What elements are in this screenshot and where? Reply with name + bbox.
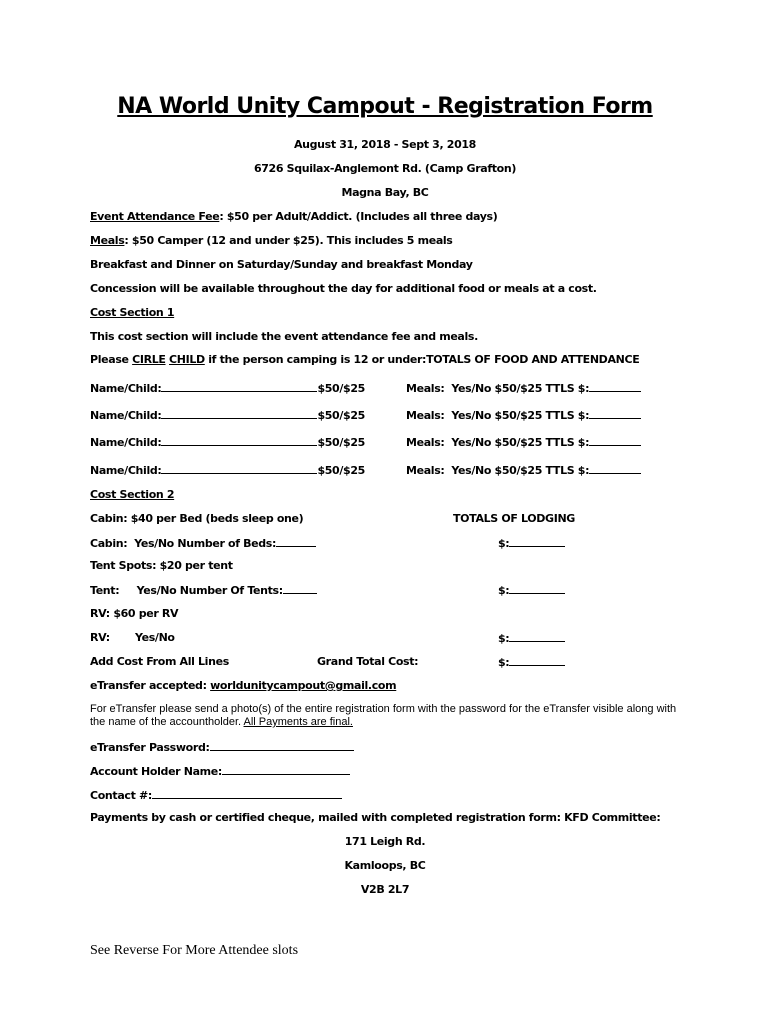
beds-count-field[interactable] bbox=[276, 536, 316, 547]
totals-of-lodging: TOTALS OF LODGING bbox=[453, 512, 575, 525]
meals-fee-text: : $50 Camper (12 and under $25). This includes 5 meals bbox=[124, 234, 453, 247]
cost-section-1-heading: Cost Section 1 bbox=[90, 306, 175, 319]
etransfer-line bbox=[90, 679, 396, 692]
tent-line bbox=[90, 583, 317, 597]
password-field[interactable] bbox=[210, 740, 354, 751]
attendance-price: $50/$25 bbox=[317, 382, 365, 395]
attendance-fee-text: : $50 per Adult/Addict. (Includes all three days) bbox=[219, 210, 498, 223]
password-line: eTransfer Password: bbox=[90, 740, 354, 754]
meals-choice[interactable]: Meals: Yes/No $50/$25 TTLS $: bbox=[406, 463, 641, 477]
name-child-label: Name/Child: $50/$25 bbox=[90, 382, 365, 395]
cabin-options[interactable]: Yes/No Number of Beds: bbox=[134, 537, 277, 550]
contact-line: Contact #: bbox=[90, 788, 342, 802]
cabin-total: $: bbox=[498, 536, 565, 550]
meals-choice[interactable]: Meals: Yes/No $50/$25 TTLS $: bbox=[406, 408, 641, 422]
cost-section-1-instruction bbox=[90, 353, 639, 366]
payments-final-note: All Payments are final. bbox=[243, 716, 353, 728]
tent-options[interactable]: Yes/No Number Of Tents: bbox=[136, 584, 283, 597]
instruction-rest: if the person camping is 12 or under:TOTALS OF FOOD AND ATTENDANCE bbox=[204, 353, 640, 366]
cost-section-1-intro: This cost section will include the event attendance fee and meals. bbox=[90, 330, 478, 343]
name-child-label: Name/Child: $50/$25 bbox=[90, 436, 365, 449]
instruction-circle: CIRLE bbox=[132, 353, 166, 366]
rv-price: RV: $60 per RV bbox=[90, 607, 179, 620]
rv-total: $: bbox=[498, 631, 565, 645]
name-child-field[interactable] bbox=[161, 463, 317, 474]
mail-street: 171 Leigh Rd. bbox=[344, 835, 426, 848]
attendance-price: $50/$25 bbox=[317, 409, 365, 422]
attendance-price: $50/$25 bbox=[317, 464, 365, 477]
mail-postal: V2B 2L7 bbox=[360, 883, 410, 896]
name-child-label: Name/Child: $50/$25 bbox=[90, 464, 365, 477]
holder-line: Account Holder Name: bbox=[90, 764, 350, 778]
concession-note: Concession will be available throughout the day for additional food or meals at a cost. bbox=[90, 282, 597, 295]
instruction-child: CHILD bbox=[169, 353, 205, 366]
tent-total: $: bbox=[498, 583, 565, 597]
tent-label: Tent: bbox=[90, 584, 120, 597]
tent-price: Tent Spots: $20 per tent bbox=[90, 559, 233, 572]
name-child-field[interactable] bbox=[161, 408, 317, 419]
meals-fee-line bbox=[90, 234, 453, 247]
attendance-fee-label: Event Attendance Fee bbox=[90, 210, 220, 223]
meals-choice[interactable]: Meals: Yes/No $50/$25 TTLS $: bbox=[406, 435, 641, 449]
instruction-prefix: Please bbox=[90, 353, 133, 366]
contact-field[interactable] bbox=[152, 788, 342, 799]
grand-total-field[interactable] bbox=[509, 655, 565, 666]
add-cost-note: Add Cost From All Lines bbox=[90, 655, 229, 668]
grand-total-label: Grand Total Cost: bbox=[317, 655, 419, 668]
meals-total-field[interactable] bbox=[589, 463, 641, 474]
meals-fee-label: Meals bbox=[90, 234, 125, 247]
event-dates: August 31, 2018 - Sept 3, 2018 bbox=[294, 138, 476, 151]
rv-total-field[interactable] bbox=[509, 631, 565, 642]
grand-total: $: bbox=[498, 655, 565, 669]
rv-label: RV: bbox=[90, 631, 110, 644]
meals-detail: Breakfast and Dinner on Saturday/Sunday and breakfast Monday bbox=[90, 258, 473, 271]
name-child-label: Name/Child: $50/$25 bbox=[90, 409, 365, 422]
cost-section-2-heading: Cost Section 2 bbox=[90, 488, 175, 501]
etransfer-email-link[interactable]: worldunitycampout@gmail.com bbox=[210, 679, 397, 692]
etransfer-label: eTransfer accepted: bbox=[90, 679, 211, 692]
attendance-fee-line bbox=[90, 210, 497, 223]
cabin-line bbox=[90, 536, 316, 550]
cash-payment-note: Payments by cash or certified cheque, mailed with completed registration form: KFD Committee: bbox=[90, 811, 661, 824]
attendance-price: $50/$25 bbox=[317, 436, 365, 449]
event-city: Magna Bay, BC bbox=[341, 186, 429, 199]
name-child-field[interactable] bbox=[161, 435, 317, 446]
meals-total-field[interactable] bbox=[589, 381, 641, 392]
mail-city: Kamloops, BC bbox=[344, 859, 426, 872]
etransfer-instructions-text: For eTransfer please send a photo(s) of the entire registration form with the password for the eTransfer visible along with the name of the accountholder. bbox=[90, 703, 677, 728]
holder-name-field[interactable] bbox=[222, 764, 350, 775]
meals-total-field[interactable] bbox=[589, 435, 641, 446]
rv-options[interactable]: Yes/No bbox=[135, 631, 175, 644]
meals-choice[interactable]: Meals: Yes/No $50/$25 TTLS $: bbox=[406, 381, 641, 395]
tent-total-field[interactable] bbox=[509, 583, 565, 594]
footer-note: See Reverse For More Attendee slots bbox=[90, 943, 299, 958]
cabin-total-field[interactable] bbox=[509, 536, 565, 547]
tents-count-field[interactable] bbox=[283, 583, 317, 594]
meals-total-field[interactable] bbox=[589, 408, 641, 419]
event-address: 6726 Squilax-Anglemont Rd. (Camp Grafton) bbox=[253, 162, 517, 175]
page-title: NA World Unity Campout - Registration Form bbox=[117, 94, 653, 119]
name-child-field[interactable] bbox=[161, 381, 317, 392]
etransfer-instructions bbox=[90, 703, 680, 729]
cabin-label: Cabin: bbox=[90, 537, 128, 550]
cabin-price: Cabin: $40 per Bed (beds sleep one) bbox=[90, 512, 304, 525]
